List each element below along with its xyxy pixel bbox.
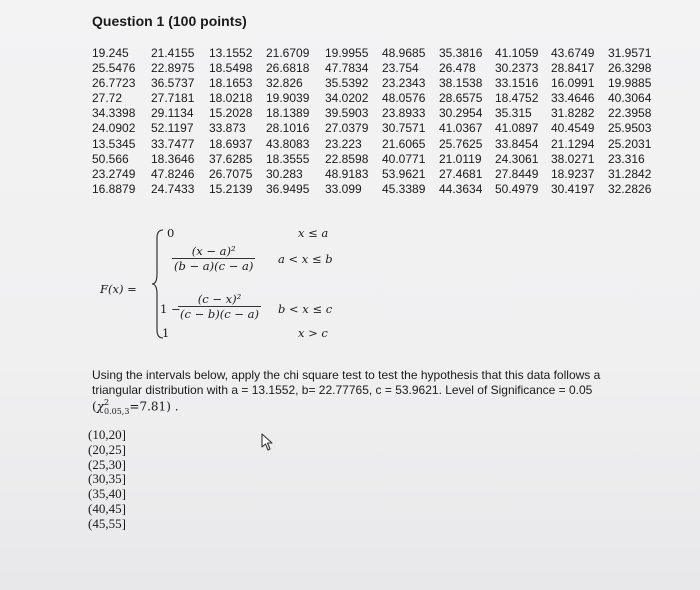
- table-cell: 36.9495: [266, 181, 310, 196]
- table-cell: 50.566: [92, 151, 129, 166]
- interval-item: (45,55]: [88, 515, 126, 531]
- mouse-pointer-icon: [260, 432, 276, 452]
- interval-item: (40,45]: [88, 500, 126, 516]
- table-cell: 19.9885: [608, 76, 652, 91]
- table-cell: 30.7571: [382, 121, 426, 136]
- table-cell: 28.8417: [551, 61, 595, 76]
- table-cell: 13.5345: [92, 136, 136, 151]
- table-cell: 26.3298: [608, 61, 652, 76]
- table-row: [92, 167, 658, 182]
- case2-fraction: [172, 244, 255, 273]
- table-cell: 30.2954: [439, 106, 483, 121]
- table-cell: 25.7625: [439, 136, 483, 151]
- table-row: [92, 46, 658, 61]
- case3-condition: b < x ≤ c: [278, 302, 333, 316]
- table-row: [92, 121, 658, 136]
- chi-symbol: χ: [96, 399, 104, 414]
- interval-item: (30,35]: [88, 471, 126, 487]
- table-cell: 27.8449: [495, 166, 539, 181]
- case1-condition: x ≤ a: [298, 226, 329, 240]
- table-cell: 39.5903: [325, 106, 369, 121]
- table-cell: 53.9621: [382, 166, 426, 181]
- table-cell: 23.754: [382, 61, 419, 76]
- table-cell: 18.3646: [151, 151, 195, 166]
- table-cell: 21.0119: [439, 151, 482, 166]
- table-cell: 43.6749: [551, 46, 595, 60]
- table-cell: 27.4681: [439, 166, 483, 181]
- table-cell: 36.5737: [151, 76, 195, 91]
- table-row: [92, 152, 658, 167]
- table-cell: 25.2031: [608, 136, 652, 151]
- chi-square-critical: [92, 398, 612, 416]
- table-cell: 23.2749: [92, 166, 136, 181]
- table-cell: 24.7433: [151, 181, 195, 196]
- table-cell: 31.9571: [608, 46, 652, 60]
- table-row: [92, 91, 658, 106]
- question-title: Question 1 (100 points): [92, 13, 247, 29]
- data-table: [92, 46, 658, 197]
- table-cell: 19.9039: [266, 91, 310, 106]
- case2-numerator: (x − a)²: [172, 244, 255, 259]
- table-cell: 23.316: [608, 151, 645, 166]
- case2-condition: a < x ≤ b: [278, 252, 333, 266]
- instructions-paragraph: [92, 368, 612, 416]
- table-cell: 34.0202: [325, 91, 369, 106]
- table-cell: 18.6937: [209, 136, 253, 151]
- table-row: [92, 106, 658, 121]
- table-row: [92, 76, 658, 91]
- case3-numerator: (c − x)²: [178, 292, 261, 307]
- table-cell: 40.4549: [551, 121, 595, 136]
- table-cell: 16.0991: [551, 76, 595, 91]
- table-cell: 28.6575: [439, 91, 483, 106]
- table-cell: 41.0897: [495, 121, 539, 136]
- table-cell: 48.0576: [382, 91, 426, 106]
- table-cell: 32.826: [266, 76, 303, 91]
- table-cell: 18.3555: [266, 151, 310, 166]
- formula-label: F(x) =: [100, 282, 137, 296]
- case3-prefix: 1 −: [160, 302, 181, 316]
- instructions-line-2: triangular distribution with a = 13.1552, b= 22.77765, c = 53.9621. Level of Significance = 0.05: [92, 383, 593, 397]
- chi-value: =7.81): [129, 399, 171, 414]
- table-cell: 35.5392: [325, 76, 369, 91]
- table-row: [92, 137, 658, 152]
- table-cell: 33.4646: [551, 91, 595, 106]
- table-cell: 26.7723: [92, 76, 136, 91]
- table-cell: 30.283: [266, 166, 303, 181]
- table-cell: 30.2373: [495, 61, 539, 76]
- table-cell: 16.8879: [92, 181, 136, 196]
- table-cell: 45.3389: [382, 181, 426, 196]
- table-cell: 30.4197: [551, 181, 595, 196]
- table-cell: 28.1016: [266, 121, 310, 136]
- table-cell: 38.0271: [551, 151, 595, 166]
- period: .: [174, 399, 179, 414]
- table-cell: 41.1059: [495, 46, 539, 60]
- table-cell: 18.0218: [209, 91, 253, 106]
- case4-condition: x > c: [298, 326, 328, 340]
- table-cell: 26.6818: [266, 61, 310, 76]
- cdf-formula: [92, 220, 392, 350]
- case2-denominator: (b − a)(c − a): [174, 259, 254, 273]
- table-cell: 18.1389: [266, 106, 310, 121]
- table-cell: 31.8282: [551, 106, 595, 121]
- table-cell: 27.72: [92, 91, 123, 106]
- table-cell: 18.1653: [209, 76, 253, 91]
- table-cell: 31.2842: [608, 166, 652, 181]
- table-cell: 19.9955: [325, 46, 369, 60]
- instructions-line-1: Using the intervals below, apply the chi square test to test the hypothesis that this data follows a: [92, 368, 601, 382]
- table-cell: 40.0771: [382, 151, 426, 166]
- table-cell: 21.4155: [151, 46, 195, 60]
- table-cell: 15.2028: [209, 106, 253, 121]
- table-cell: 33.8454: [495, 136, 539, 151]
- table-cell: 18.9237: [551, 166, 595, 181]
- interval-item: (25,30]: [88, 456, 126, 472]
- table-cell: 33.099: [325, 181, 362, 196]
- table-cell: 34.3398: [92, 106, 136, 121]
- table-cell: 13.1552: [209, 46, 253, 60]
- table-cell: 33.1516: [495, 76, 539, 91]
- table-cell: 35.3816: [439, 46, 483, 60]
- table-cell: 26.7075: [209, 166, 253, 181]
- case1-value: 0: [167, 226, 175, 240]
- table-cell: 37.6285: [209, 151, 253, 166]
- table-cell: 52.1197: [151, 121, 194, 136]
- table-cell: 27.7181: [151, 91, 195, 106]
- interval-item: (10,20]: [88, 427, 126, 442]
- table-cell: 21.1294: [551, 136, 595, 151]
- table-cell: 21.6709: [266, 46, 310, 60]
- table-cell: 33.873: [209, 121, 246, 136]
- table-cell: 25.9503: [608, 121, 652, 136]
- table-cell: 40.3064: [608, 91, 652, 106]
- table-cell: 24.3061: [495, 151, 539, 166]
- chi-superscript: 2: [103, 398, 110, 407]
- table-cell: 23.2343: [382, 76, 426, 91]
- table-cell: 23.8933: [382, 106, 426, 121]
- case4-value: 1: [162, 326, 170, 340]
- table-cell: 23.223: [325, 136, 362, 151]
- table-cell: 21.6065: [382, 136, 426, 151]
- table-cell: 35.315: [495, 106, 532, 121]
- table-cell: 48.9183: [325, 166, 369, 181]
- table-cell: 50.4979: [495, 181, 539, 196]
- table-cell: 22.8598: [325, 151, 369, 166]
- table-cell: 41.0367: [439, 121, 483, 136]
- chi-subscript: 0.05,3: [103, 407, 130, 416]
- table-cell: 38.1538: [439, 76, 483, 91]
- table-cell: 33.7477: [151, 136, 195, 151]
- table-cell: 43.8083: [266, 136, 310, 151]
- table-row: [92, 182, 658, 197]
- table-cell: 19.245: [92, 46, 129, 60]
- table-cell: 27.0379: [325, 121, 369, 136]
- piecewise-brace: [152, 228, 164, 340]
- table-cell: 26.478: [439, 61, 476, 76]
- case3-denominator: (c − b)(c − a): [180, 307, 259, 321]
- table-cell: 22.8975: [151, 61, 195, 76]
- table-cell: 22.3958: [608, 106, 652, 121]
- table-cell: 32.2826: [608, 181, 652, 196]
- table-cell: 18.5498: [209, 61, 253, 76]
- table-cell: 24.0902: [92, 121, 136, 136]
- table-cell: 25.5476: [92, 61, 136, 76]
- table-cell: 29.1134: [151, 106, 194, 121]
- interval-item: (35,40]: [88, 486, 126, 502]
- open-paren: (: [92, 399, 97, 414]
- interval-list: [88, 428, 126, 532]
- table-cell: 44.3634: [439, 181, 483, 196]
- case3-fraction: [178, 292, 261, 321]
- table-cell: 18.4752: [495, 91, 539, 106]
- table-cell: 47.8246: [151, 166, 195, 181]
- table-cell: 47.7834: [325, 61, 369, 76]
- table-row: [92, 61, 658, 76]
- interval-item: (20,25]: [88, 441, 126, 457]
- table-cell: 15.2139: [209, 181, 253, 196]
- table-cell: 48.9685: [382, 46, 426, 60]
